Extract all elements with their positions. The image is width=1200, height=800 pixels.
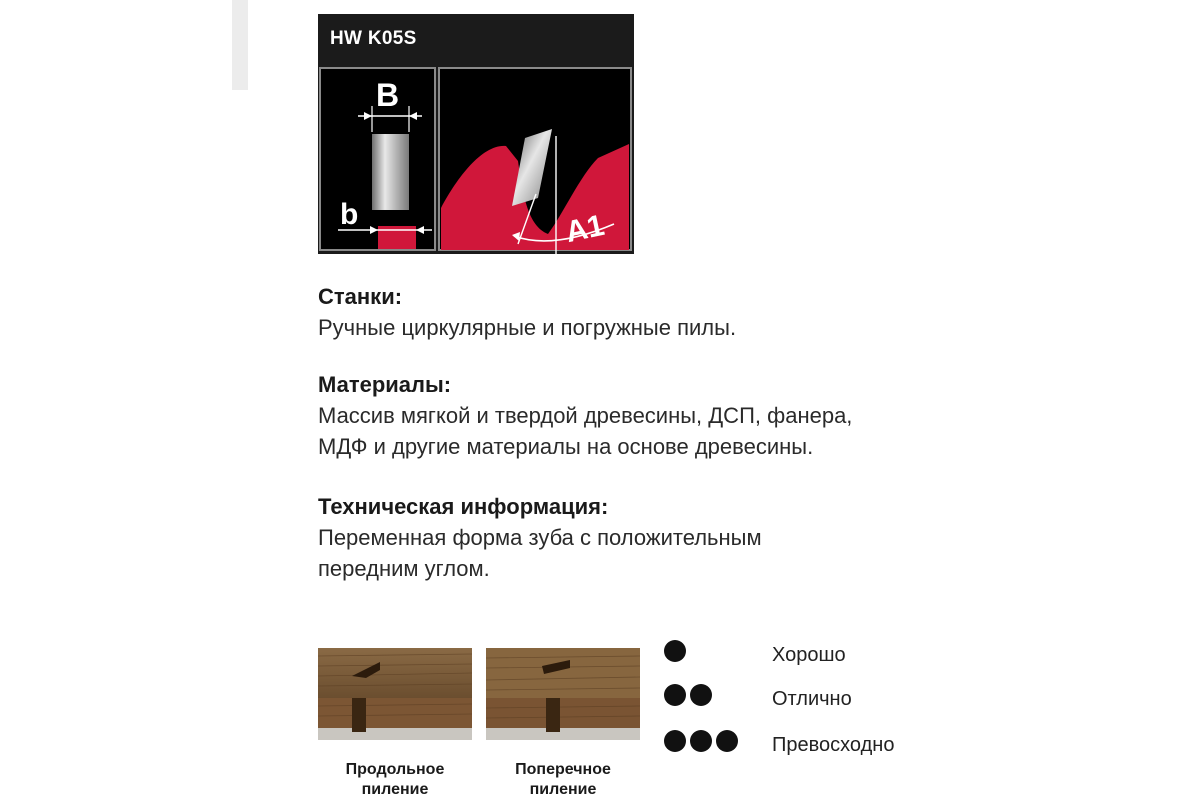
legend-label-excellent: Отлично: [772, 688, 852, 710]
section-machines: [318, 282, 736, 343]
tooth-diagram-card: [318, 14, 634, 254]
section-materials: [318, 370, 852, 462]
tech-line-2: передним углом.: [318, 556, 490, 581]
rating-dot-icon: [690, 730, 712, 752]
side-strip: [232, 0, 248, 90]
cross-cut-caption-line-1: Поперечное: [515, 761, 611, 778]
rating-dot-icon: [664, 730, 686, 752]
rating-dot-icon: [664, 640, 686, 662]
materials-line-2: МДФ и другие материалы на основе древесины.: [318, 434, 814, 459]
cross-cut-wood-image: [486, 636, 640, 750]
rating-dot-icon: [690, 684, 712, 706]
section-technical-info: [318, 492, 762, 584]
machines-line-1: Ручные циркулярные и погружные пилы.: [318, 315, 737, 340]
rating-dot-icon: [664, 684, 686, 706]
legend-row-superb: [664, 726, 742, 756]
machines-heading: Станки:: [318, 284, 403, 309]
rip-cut-caption-line-1: Продольное: [345, 761, 445, 778]
legend-label-superb: Превосходно: [772, 734, 895, 756]
rip-cut-caption-line-2: пиление: [361, 781, 429, 798]
legend-row-good: [664, 636, 690, 666]
materials-heading: Материалы:: [318, 372, 452, 397]
rating-dot-icon: [716, 730, 738, 752]
materials-line-1: Массив мягкой и твердой древесины, ДСП, фанера,: [318, 403, 853, 428]
rip-cut-wood-image: [318, 636, 472, 750]
label-A1: A1: [562, 208, 608, 250]
tooth-front-bevel: [372, 134, 409, 210]
tech-line-1: Переменная форма зуба с положительным: [318, 525, 762, 550]
label-B: B: [376, 77, 400, 113]
legend-row-excellent: [664, 680, 716, 710]
tooth-diagram-header: [318, 14, 634, 66]
legend-label-good: Хорошо: [772, 644, 846, 666]
label-b: b: [340, 198, 359, 231]
rip-cut-caption: [310, 760, 480, 800]
tech-heading: Техническая информация:: [318, 494, 609, 519]
tooth-diagram-svg: [318, 66, 634, 254]
cross-cut-caption: [478, 760, 648, 800]
tooth-diagram-title: HW K05S: [330, 28, 417, 49]
cross-cut-caption-line-2: пиление: [529, 781, 597, 798]
